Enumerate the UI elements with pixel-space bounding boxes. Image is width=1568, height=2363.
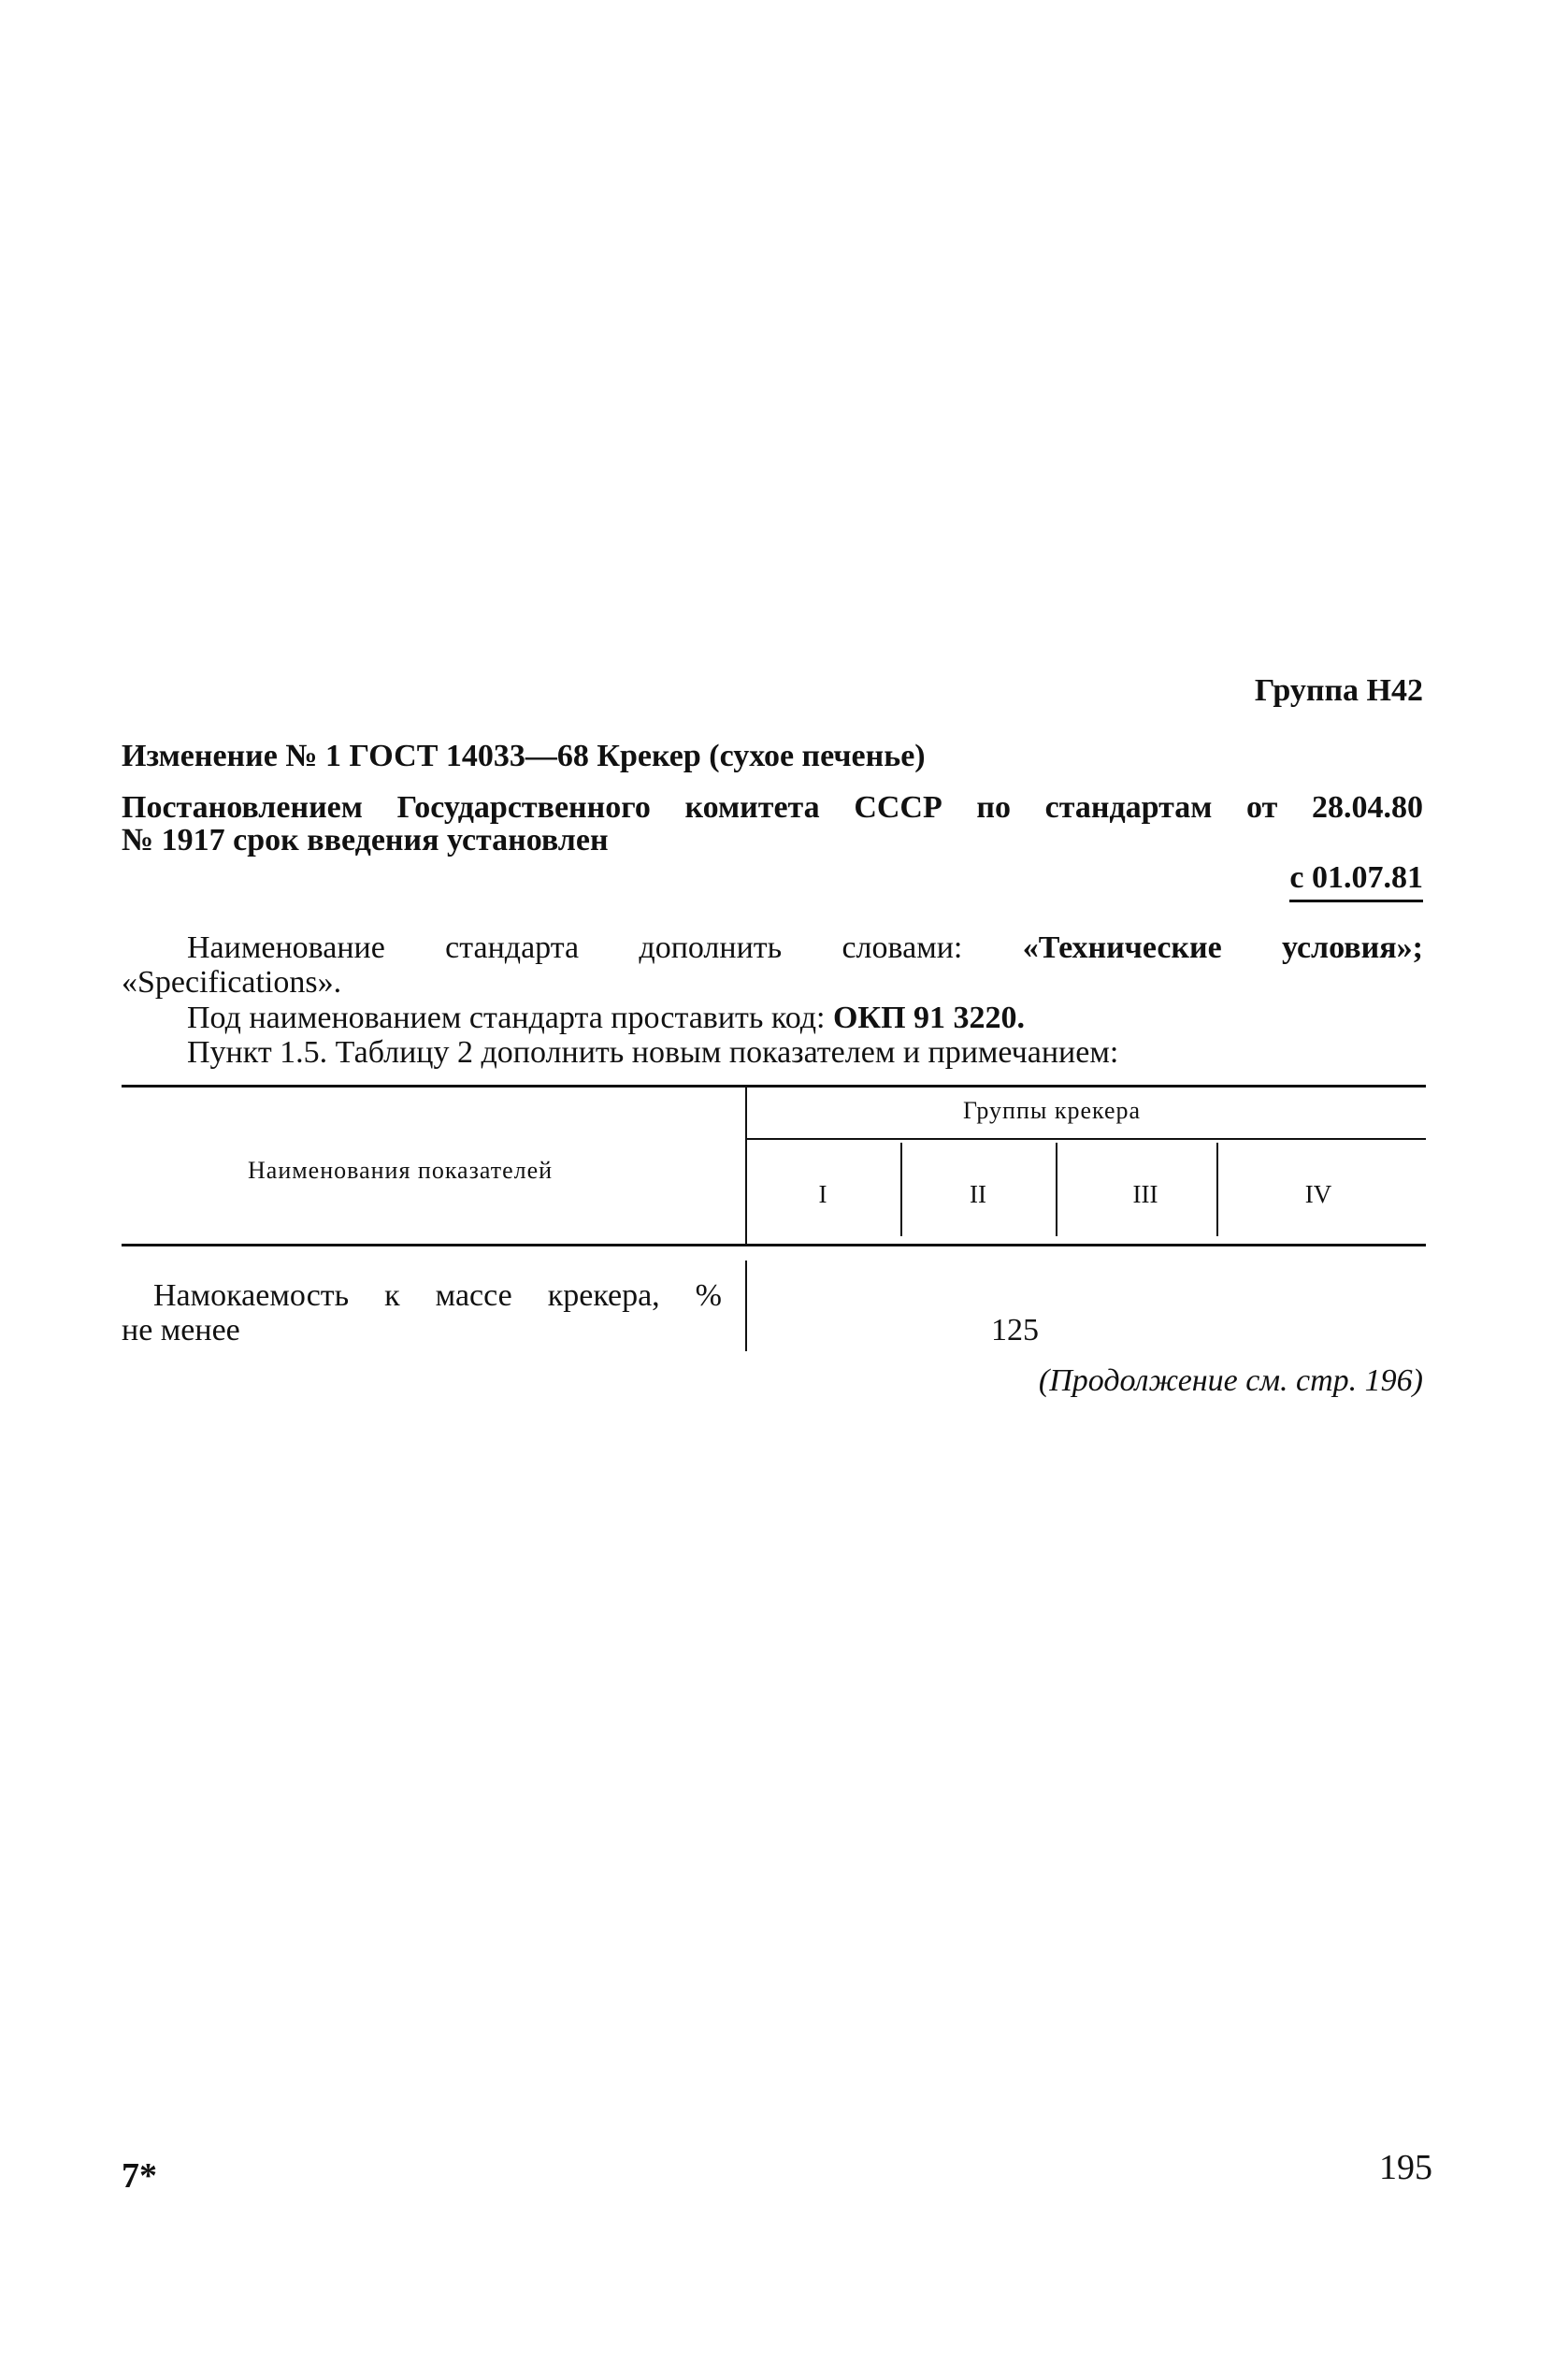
- paragraph-2: [187, 1001, 1025, 1036]
- group-divider: [1216, 1143, 1218, 1236]
- group-header-3: III: [1132, 1180, 1158, 1208]
- table-body-divider: [745, 1261, 747, 1351]
- para-word: Наименование: [187, 930, 385, 965]
- row-word: Намокаемость: [153, 1278, 350, 1313]
- amendment-title: Изменение № 1 ГОСТ 14033—68 Крекер (сухое печенье): [122, 739, 926, 773]
- group-header-2: II: [970, 1180, 986, 1208]
- decree-word: СССР: [854, 790, 942, 825]
- groups-header: Группы крекера: [963, 1097, 1142, 1124]
- effective-date: с 01.07.81: [1289, 860, 1423, 902]
- decree-word: комитета: [684, 790, 820, 825]
- decree-word: 28.04.80: [1311, 790, 1423, 825]
- para-word: словами:: [842, 930, 963, 965]
- para-bold-word: условия»;: [1282, 930, 1423, 965]
- decree-word: от: [1246, 790, 1278, 825]
- row-value: 125: [991, 1313, 1039, 1347]
- para-word: дополнить: [639, 930, 783, 965]
- paragraph-1-line-2: «Specifications».: [122, 965, 342, 1000]
- groups-subrule: [747, 1138, 1426, 1140]
- paragraph-3: Пункт 1.5. Таблицу 2 дополнить новым показателем и примечанием:: [187, 1035, 1119, 1070]
- row-word: массе: [435, 1278, 512, 1313]
- row-word: %: [695, 1278, 722, 1313]
- group-divider: [1056, 1143, 1057, 1236]
- okp-code: ОКП 91 3220.: [832, 1001, 1026, 1035]
- row-word: к: [384, 1278, 400, 1313]
- table-header-bottom-rule: [122, 1244, 1426, 1246]
- table-header-divider: [745, 1087, 747, 1244]
- group-header-4: IV: [1304, 1180, 1332, 1208]
- group-label: Группа Н42: [1254, 673, 1423, 708]
- continuation-note: (Продолжение см. стр. 196): [1038, 1363, 1423, 1398]
- decree-line-1: [122, 790, 1423, 826]
- row-name-line-1: [153, 1278, 722, 1314]
- group-divider: [900, 1143, 902, 1236]
- decree-word: по: [976, 790, 1011, 825]
- row-word: крекера,: [547, 1278, 660, 1313]
- para-word: стандарта: [445, 930, 580, 965]
- page-number: 195: [1379, 2148, 1432, 2187]
- column-name-header: Наименования показателей: [248, 1157, 554, 1184]
- decree-word: Постановлением: [122, 790, 363, 825]
- row-name-line-2: не менее: [122, 1313, 240, 1347]
- decree-line-2: № 1917 срок введения установлен: [122, 823, 609, 857]
- paragraph-1-line-1: [187, 930, 1423, 966]
- para-bold-word: «Технические: [1022, 930, 1222, 965]
- group-header-1: I: [818, 1180, 827, 1208]
- signature-mark: 7*: [122, 2156, 157, 2196]
- table-top-rule: [122, 1085, 1426, 1088]
- decree-word: стандартам: [1044, 790, 1213, 825]
- para2-text: Под наименованием стандарта проставить код:: [187, 1001, 833, 1035]
- decree-word: Государственного: [396, 790, 651, 825]
